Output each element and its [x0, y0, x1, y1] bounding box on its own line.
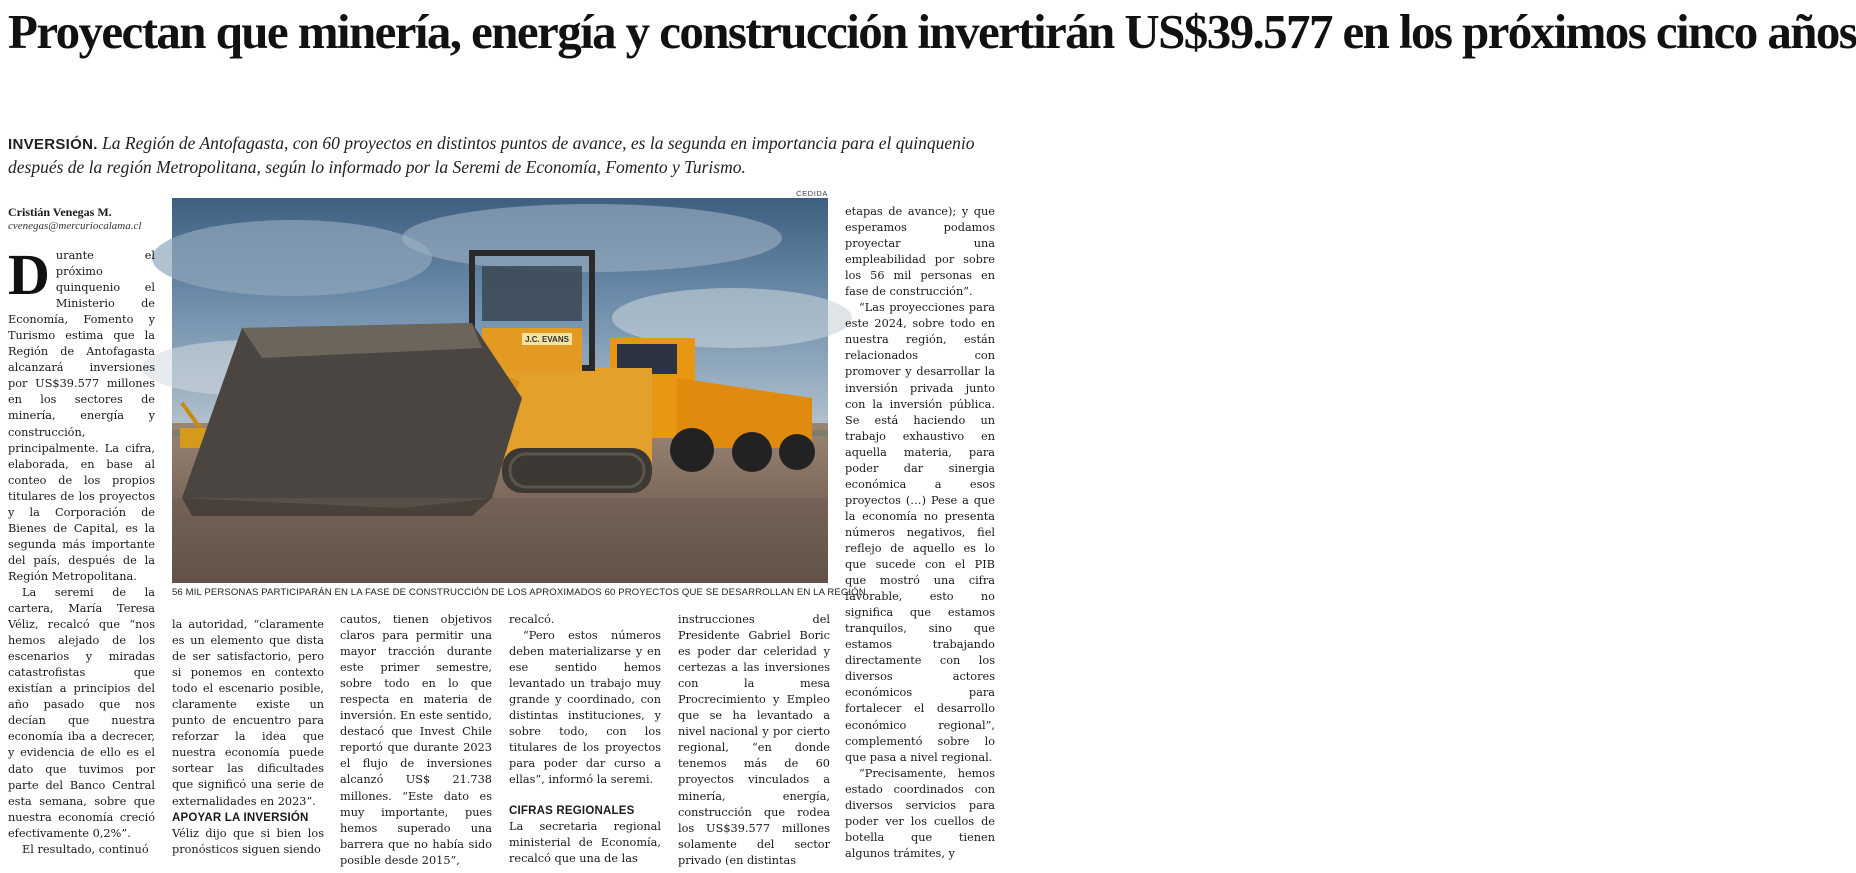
subheading: APOYAR LA INVERSIÓN [172, 811, 309, 824]
body-paragraph: “Las proyecciones para este 2024, sobre todo en nuestra región, están relacionados con promover y desarrollar la inversión privada junto con la inversión pública. Se está haciendo un trabajo exhaustivo en aquella materia, para poder dar sinergia económica a esos proyectos (…) Pese a que la economía no presenta números negativos, fiel reflejo de aquello es lo que sucede con el PIB que mostró una cifra favorable, esto no significa que estamos tranquilos, sino que estamos trabajando directamente con los diversos actores económicos para fortalecer el desarrollo económico regional”, complementó sobre lo que pasa a nivel regional. [845, 301, 995, 764]
lead-kicker: INVERSIÓN. [8, 136, 98, 153]
body-column-3 [340, 612, 492, 869]
body-paragraph: “Precisamente, hemos estado coordinados con diversos servicios para poder ver los cuellos de botella que tienen algunos trámites, y [845, 766, 995, 860]
byline [8, 205, 168, 233]
body-column-2 [172, 617, 324, 858]
body-paragraph: etapas de avance); y que esperamos podamos proyectar una empleabilidad por sobre los 56 mil personas en fase de construcción”. [845, 205, 995, 299]
machine-label: J.C. EVANS [525, 335, 569, 344]
body-paragraph: Durante el próximo quinquenio el Ministerio de Economía, Fomento y Turismo estima que la Región de Antofagasta alcanzará inversiones por US$39.577 millones en los sectores de minería, energía y construcción, principalmente. La cifra, elaborada, en base al conteo de los propios titulares de los proyectos y la Corporación de Bienes de Capital, es la segunda más importante del país, después de la Región Metropolitana. [8, 242, 155, 583]
body-paragraph: Véliz dijo que si bien los pronósticos siguen siendo [172, 826, 324, 856]
lead-text: La Región de Antofagasta, con 60 proyectos en distintos puntos de avance, es la segunda en importancia para el quinquenio después de la región Metropolitana, según lo informado por la Seremi de Economía, Fomento y Turismo. [8, 133, 975, 177]
body-paragraph: La secretaria regional ministerial de Economía, recalcó que una de las [509, 819, 661, 865]
body-paragraph: instrucciones del Presidente Gabriel Boric es poder dar celeridad y certezas a las inversiones con la mesa Procrecimiento y Empleo que se ha levantado a nivel nacional y por cierto regional, “en donde tenemos más de 60 proyectos vinculados a minería, energía, construcción que rodea los US$39.577 millones solamente del sector privado (en distintas [678, 613, 830, 867]
body-paragraph: cautos, tienen objetivos claros para permitir una mayor tracción durante este primer semestre, sobre todo en lo que respecta en materia de inversión. En este sentido, destacó que Invest Chile reportó que durante 2023 el flujo de inversiones alcanzó US$ 21.738 millones. “Este dato es muy importante, pues hemos superado una barrera que no había sido posible desde 2015”, [340, 613, 492, 867]
body-column-5 [678, 612, 830, 869]
author-name: Cristián Venegas M. [8, 205, 112, 219]
body-paragraph: la autoridad, “claramente es un elemento que dista de ser satisfactorio, pero si ponemos en contexto todo el escenario posible, claramente existe un punto de encuentro para reforzar la idea que nuestra economía puede sortear las dificultades que significó una serie de externalidades en 2023”. [172, 618, 324, 808]
body-column-6 [845, 204, 995, 862]
lead-paragraph [8, 132, 994, 179]
drop-cap: D [8, 242, 50, 307]
article-photo [172, 198, 828, 583]
body-paragraph: La seremi de la cartera, María Teresa Véliz, recalcó que “nos hemos alejado de los escenarios y miradas catastrofistas que existían a principios del año pasado que nos decían que nuestra economía iba a decrecer, y evidencia de ello es el dato que tuvimos por parte del Banco Central esta semana, sobre que nuestra economía creció efectivamente 0,2%”. [8, 585, 155, 840]
construction-photo [172, 198, 828, 583]
body-paragraph: El resultado, continuó [22, 842, 149, 856]
photo-credit: CEDIDA [796, 189, 828, 198]
body-paragraph: recalcó. [509, 613, 555, 626]
headline: Proyectan que minería, energía y construcción invertirán US$39.577 en los próximos cinco años [8, 4, 1856, 59]
subheading: CIFRAS REGIONALES [509, 804, 635, 817]
body-column-4 [509, 612, 661, 867]
body-column-1 [8, 242, 155, 858]
photo-caption: 56 MIL PERSONAS PARTICIPARÁN EN LA FASE DE CONSTRUCCIÓN DE LOS APROXIMADOS 60 PROYECTOS QUE SE DESARROLLAN EN LA REGIÓN. [172, 587, 869, 598]
body-paragraph: “Pero estos números deben materializarse y en ese sentido hemos levantado un trabajo muy grande y coordinado, con distintas instituciones, y sobre todo, con los titulares de los proyectos para poder dar curso a ellas”, informó la seremi. [509, 629, 661, 787]
author-email: cvenegas@mercuriocalama.cl [8, 220, 142, 232]
